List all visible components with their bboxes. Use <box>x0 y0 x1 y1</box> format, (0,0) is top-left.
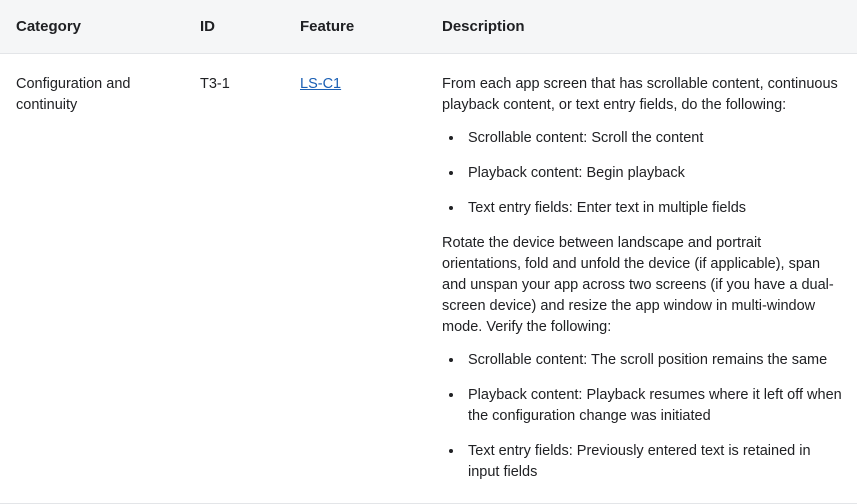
description-intro: From each app screen that has scrollable content, continuous playback content, or text entry fields, do the following: <box>442 76 838 113</box>
description-action: Rotate the device between landscape and portrait orientations, fold and unfold the device (if applicable), span and unspan your app across two screens (if you have a dual-screen device) and resize the app window in multi-window mode. Verify the following: <box>442 235 834 335</box>
cell-category <box>0 54 200 504</box>
list-item: • Playback content: Begin playback <box>464 163 843 184</box>
feature-link[interactable]: LS-C1 <box>300 76 342 92</box>
column-header-category: Category <box>0 0 200 54</box>
table-header <box>0 0 857 54</box>
list-item: • Scrollable content: The scroll position remains the same <box>464 350 843 371</box>
cell-feature <box>300 54 442 504</box>
cell-description <box>442 54 857 504</box>
description-verifications-list <box>442 350 843 483</box>
column-header-feature: Feature <box>300 0 442 54</box>
table-body <box>0 54 857 504</box>
column-header-id: ID <box>200 0 300 54</box>
cell-id: T3-1 <box>200 54 300 504</box>
table-row <box>0 54 857 504</box>
category-text: Configuration and continuity <box>16 76 131 113</box>
table-header-row <box>0 0 857 54</box>
list-item: • Text entry fields: Enter text in multiple fields <box>464 198 843 219</box>
list-item: • Text entry fields: Previously entered text is retained in input fields <box>464 441 843 483</box>
list-item: • Scrollable content: Scroll the content <box>464 128 843 149</box>
column-header-description: Description <box>442 0 857 54</box>
list-item: • Playback content: Playback resumes where it left off when the configuration change was initiated <box>464 385 843 427</box>
description-steps-list <box>442 128 843 219</box>
